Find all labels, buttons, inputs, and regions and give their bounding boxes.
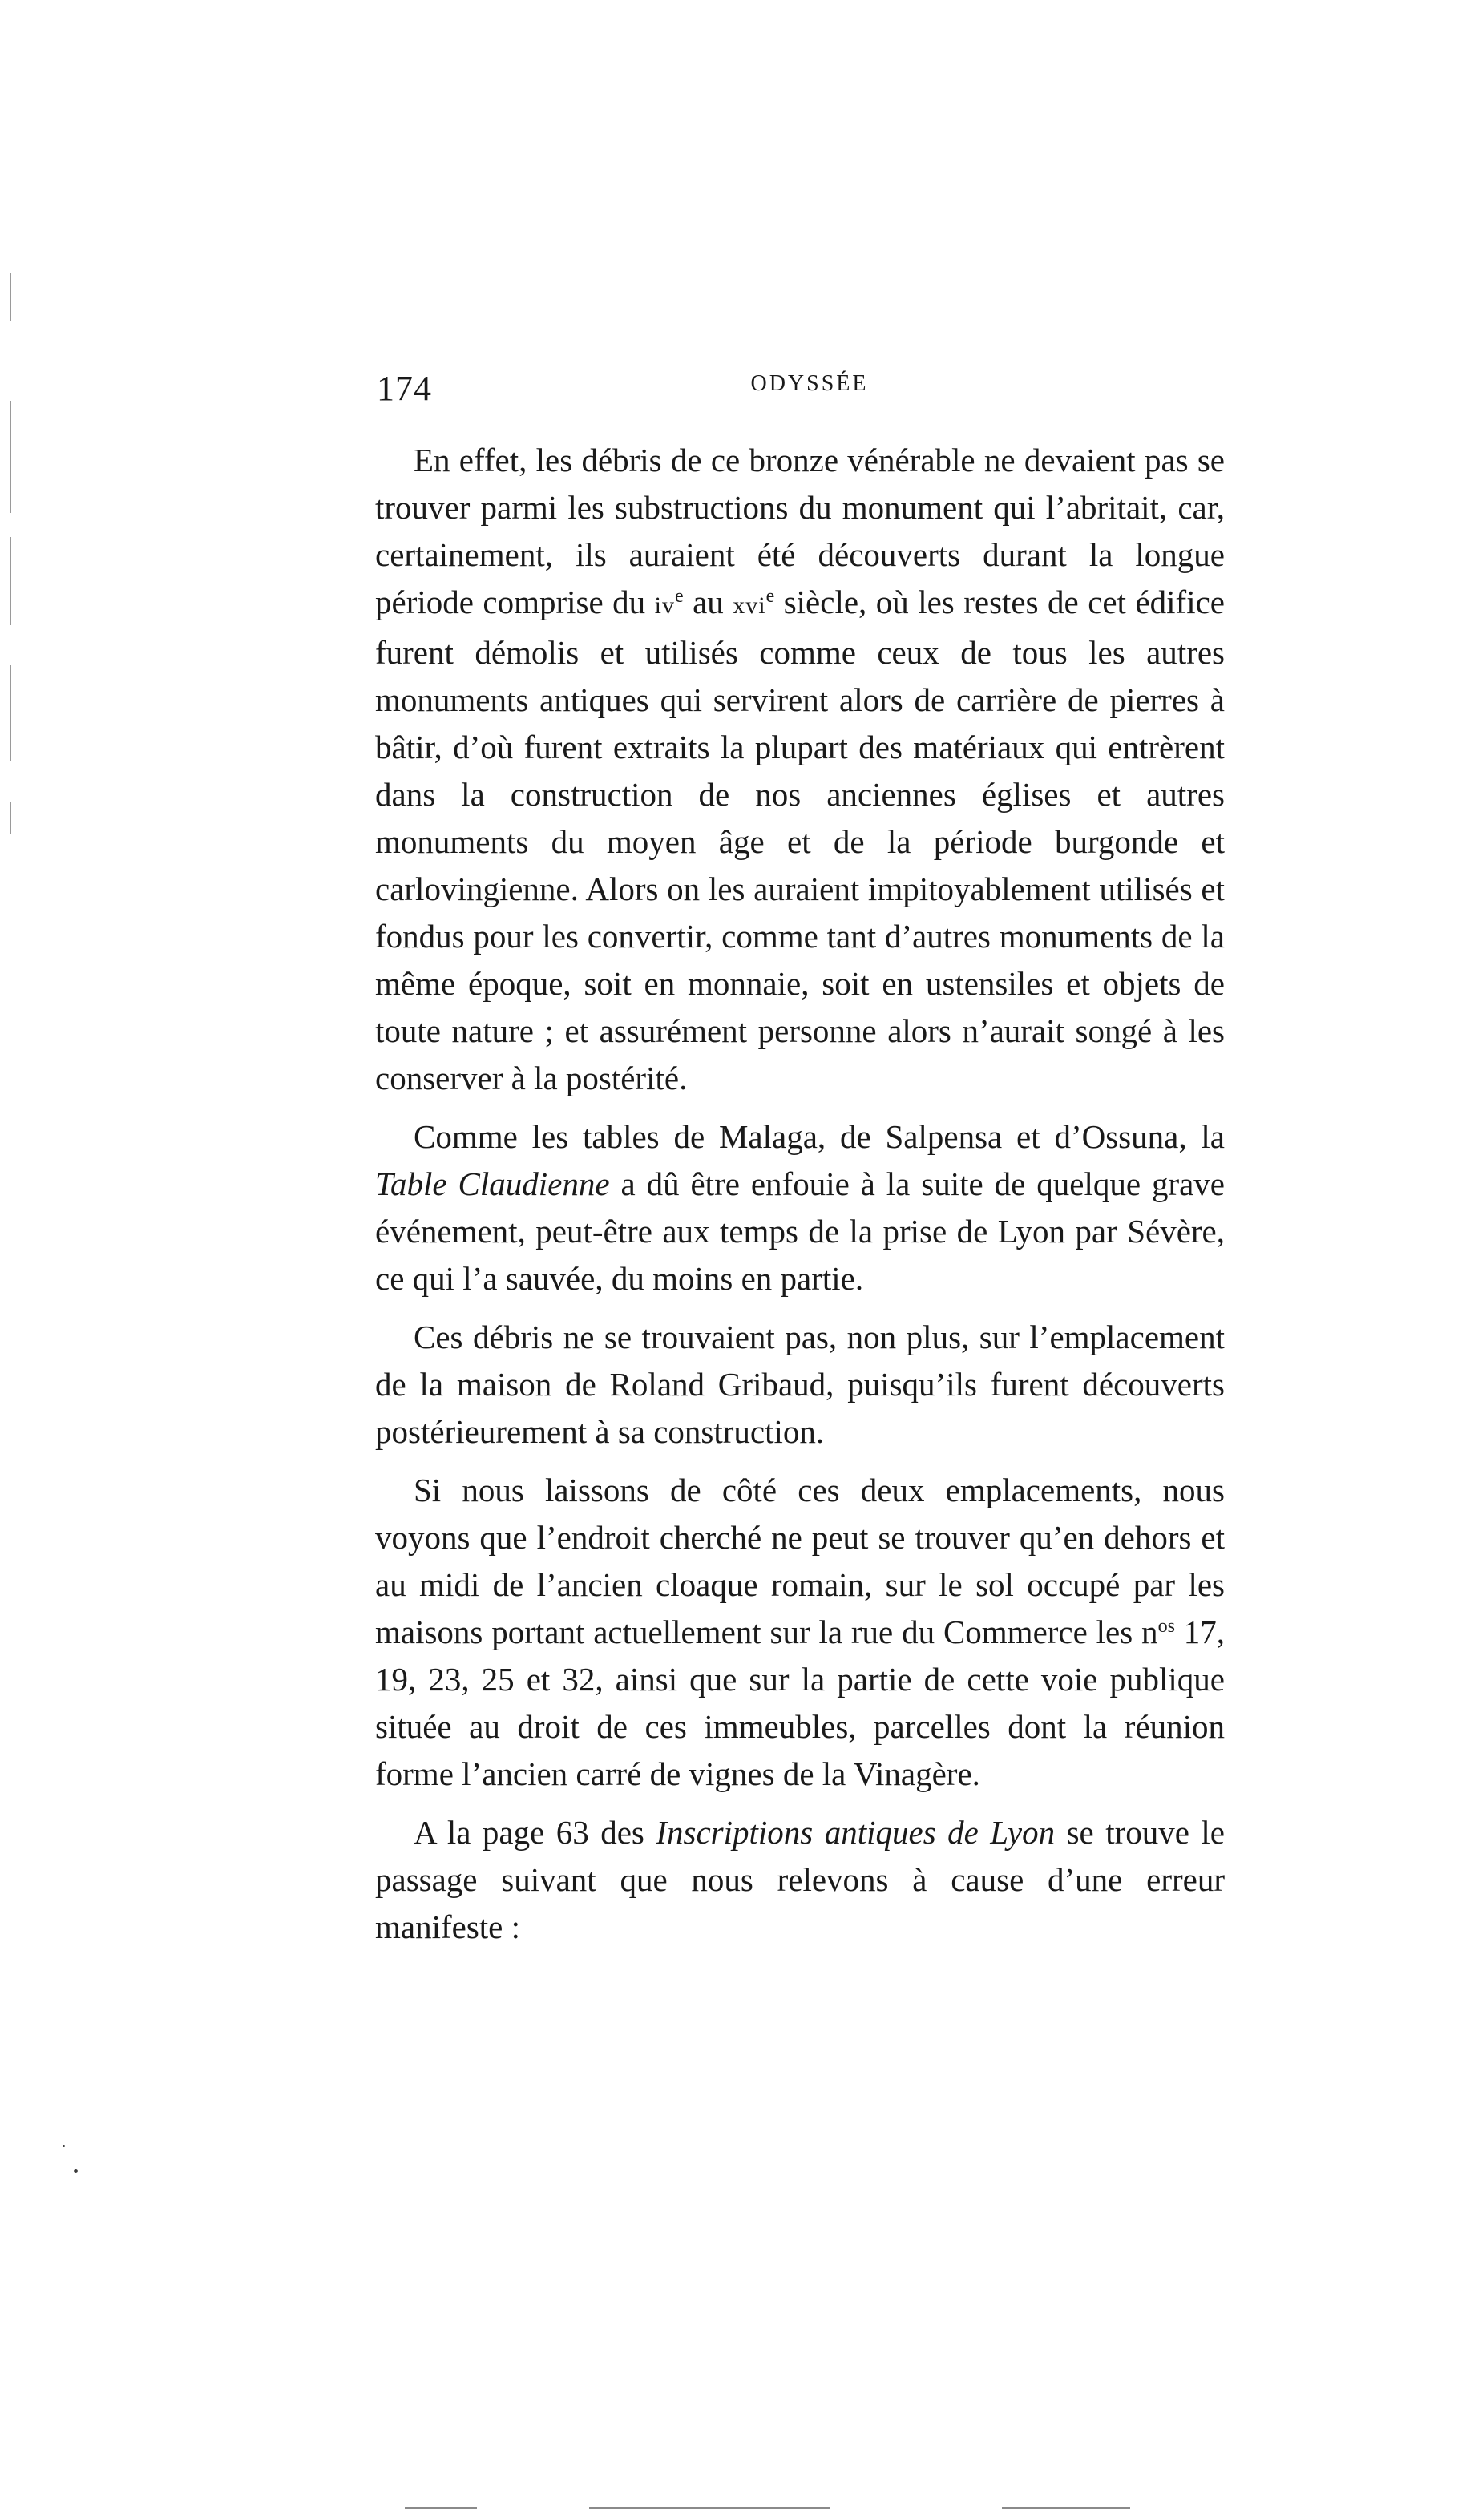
paragraph-5 <box>375 1809 1225 1951</box>
paragraph-3-text: Ces débris ne se trouvaient pas, non plus, sur l’emplacement de la maison de Roland Gribaud, puisqu’ils furent découverts postérieurement à sa construction. <box>375 1319 1225 1450</box>
paragraph-1-end: siècle, où les restes de cet édifice furent démolis et utilisés comme ceux de tous les autres monuments antiques qui servirent alors de carrière de pierres à bâtir, d’où furent extraits la plupart des matériaux qui entrèrent dans la construction de nos anciennes églises et autres monuments du moyen âge et de la période burgonde et carlovingienne. Alors on les auraient impitoyablement utilisés et fondus pour les convertir, comme tant d’autres monuments de la même époque, soit en monnaie, soit en ustensiles et objets de toute nature ; et assurément personne alors n’aurait songé à les conserver à la postérité. <box>375 584 1225 1096</box>
paragraph-1-mid: au <box>683 584 733 620</box>
page-header <box>377 365 1242 413</box>
scan-bottom-rule <box>405 2507 477 2509</box>
scan-bottom-rule <box>589 2507 830 2509</box>
century-start: iv <box>654 592 675 619</box>
superscript: e <box>765 586 775 607</box>
paragraph-4 <box>375 1467 1225 1798</box>
paragraph-4-end: 17, 19, 23, 25 et 32, ainsi que sur la partie de cette voie publique située au droit de ces immeubles, parcelles dont la réunion forme l’ancien carré de vignes de la Vinagère. <box>375 1613 1226 1792</box>
scan-margin-line <box>10 401 11 513</box>
scan-margin-line <box>10 665 11 761</box>
body-text <box>375 437 1225 1951</box>
paragraph-2 <box>375 1113 1225 1302</box>
paragraph-1 <box>375 437 1225 1102</box>
scan-speck <box>74 2169 78 2173</box>
superscript: e <box>674 586 684 607</box>
paragraph-4-start: Si nous laissons de côté ces deux emplacements, nous voyons que l’endroit cherché ne peut se trouver qu’en dehors et au midi de l’ancien cloaque romain, sur le sol occupé par les maisons portant actuellement sur la rue du Commerce les n <box>375 1472 1225 1650</box>
scan-margin-line <box>10 537 11 625</box>
page-number: 174 <box>377 369 432 408</box>
scan-margin-line <box>10 273 11 321</box>
superscript: os <box>1157 1616 1175 1637</box>
scan-speck <box>63 2145 65 2147</box>
scan-bottom-rule <box>1002 2507 1130 2509</box>
paragraph-2-end: a dû être enfouie à la suite de quelque grave événement, peut-être aux temps de la prise de Lyon par Sévère, ce qui l’a sauvée, du moins en partie. <box>375 1165 1225 1297</box>
paragraph-5-end: se trouve le passage suivant que nous relevons à cause d’une erreur manifeste : <box>375 1814 1226 1945</box>
italic-title: Table Claudienne <box>375 1165 610 1202</box>
paragraph-2-start: Comme les tables de Malaga, de Salpensa et d’Ossuna, la <box>414 1118 1225 1155</box>
running-title: ODYSSÉE <box>750 371 869 396</box>
paragraph-1-text: En effet, les débris de ce bronze vénérable ne devaient pas se trouver parmi les substructions du monument qui l’abritait, car, certainement, ils auraient été découverts durant la longue période comprise du <box>375 442 1225 620</box>
italic-title: Inscriptions antiques de Lyon <box>656 1814 1056 1851</box>
paragraph-3 <box>375 1314 1225 1456</box>
scan-margin-line <box>10 802 11 834</box>
paragraph-5-start: A la page 63 des <box>414 1814 656 1851</box>
century-end: xvi <box>733 592 766 619</box>
